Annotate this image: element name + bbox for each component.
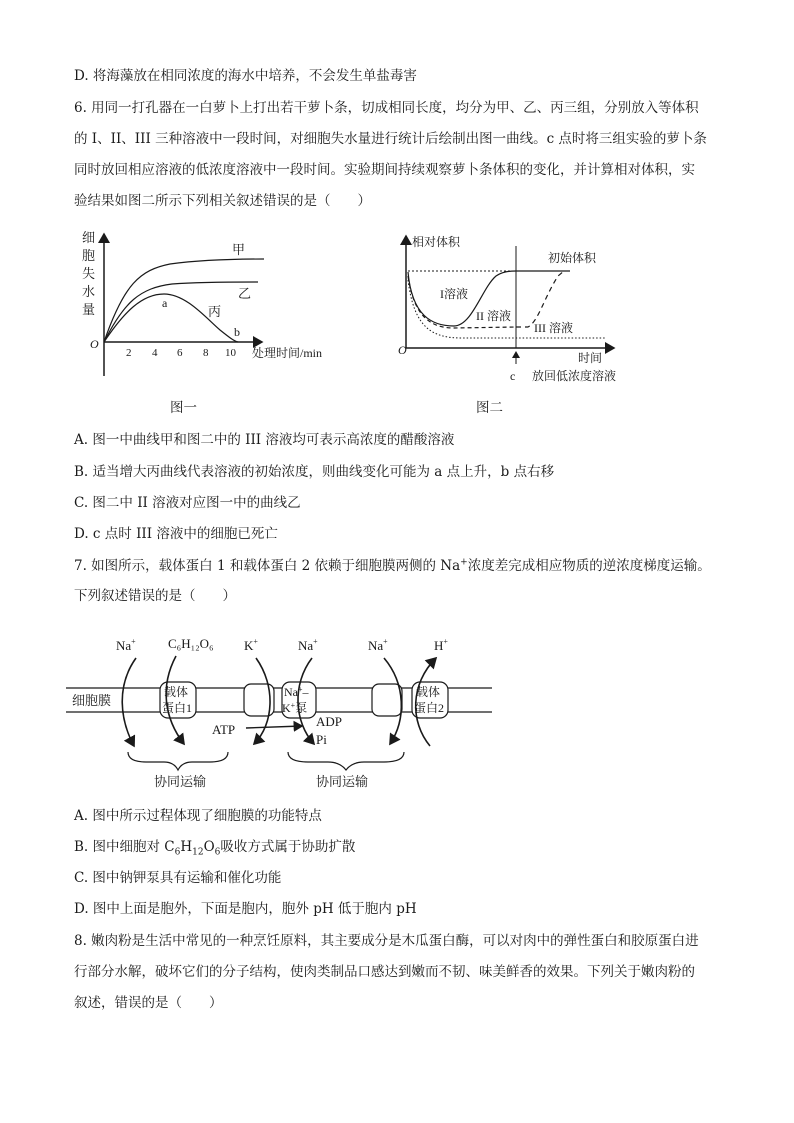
q7-stem-sup: + <box>460 557 468 568</box>
q8-stem-line-3: 叙述，错误的是（ ） <box>74 995 223 1011</box>
carrier2-label-1: 载体 <box>416 685 441 699</box>
q6-option-a: A. 图一中曲线甲和图二中的 III 溶液均可表示高浓度的醋酸溶液 <box>74 432 455 448</box>
figure-1-water-loss-chart <box>80 226 340 386</box>
fig1-caption: 图一 <box>170 400 197 416</box>
q6-option-b: B. 适当增大丙曲线代表溶液的初始浓度，则曲线变化可能为 a 点上升，b 点右移 <box>74 464 555 480</box>
ion-na-2: Na+ <box>298 637 318 653</box>
fig1-xtick-10: 10 <box>225 347 236 359</box>
fig1-ylabel-char-5: 量 <box>82 302 96 317</box>
q7-option-b-sub-3: 6 <box>214 847 221 858</box>
pump-label-k: K+泵 <box>282 701 308 715</box>
fig1-xlabel: 处理时间/min <box>252 346 323 360</box>
fig2-origin: O <box>398 343 407 357</box>
q5-option-d: D. 将海藻放在相同浓度的海水中培养，不会发生单盐毒害 <box>74 68 417 84</box>
carrier1-label-2: 蛋白1 <box>162 701 193 715</box>
fig1-ylabel-char-4: 水 <box>82 284 96 299</box>
q6-option-c: C. 图二中 II 溶液对应图一中的曲线乙 <box>74 495 301 511</box>
q7-option-b-sub-2: 12 <box>192 847 204 858</box>
q7-option-b-h: H <box>180 839 193 855</box>
fig1-origin: O <box>90 337 99 351</box>
figure-2-relative-volume-chart <box>392 226 632 392</box>
fig2-curve-solution-2-recover <box>516 271 564 327</box>
fig1-label-yi: 乙 <box>238 286 252 301</box>
fig2-label-solution-2: II 溶液 <box>476 309 511 323</box>
fig2-c-label: 放回低浓度溶液 <box>532 369 617 383</box>
fig1-label-b: b <box>234 325 240 339</box>
cotransport-brace-1 <box>128 752 228 770</box>
cotransport-label-2: 协同运输 <box>316 774 369 789</box>
arrow-na-in-carrier1 <box>122 658 136 746</box>
q7-option-b <box>74 837 355 857</box>
pump-label-na: Na+– <box>284 685 309 699</box>
fig2-label-solution-3: III 溶液 <box>534 321 573 335</box>
fig2-ylabel: 相对体积 <box>412 235 461 249</box>
cotransport-brace-2 <box>288 752 404 770</box>
fig1-xtick-2: 2 <box>126 347 132 359</box>
q7-option-a: A. 图中所示过程体现了细胞膜的功能特点 <box>74 808 322 824</box>
fig2-caption: 图二 <box>476 400 503 416</box>
fig1-ylabel-char-1: 细 <box>82 230 96 245</box>
q7-option-b-sub-1: 6 <box>174 847 181 858</box>
carrier2-label-2: 蛋白2 <box>414 701 445 715</box>
q8-stem-line-1: 8. 嫩肉粉是生活中常见的一种烹饪原料，其主要成分是木瓜蛋白酶，可以对肉中的弹性蛋白和胶原蛋白进 <box>74 933 699 949</box>
fig2-xlabel: 时间 <box>578 351 603 365</box>
ion-k: K+ <box>244 637 258 653</box>
fig1-label-a: a <box>162 296 168 310</box>
q7-option-b-pre: B. 图中细胞对 C <box>74 839 175 855</box>
q6-option-d: D. c 点时 III 溶液中的细胞已死亡 <box>74 526 278 542</box>
q6-stem-line-3: 同时放回相应溶液的低浓度溶液中一段时间。实验期间持续观察萝卜条体积的变化，并计算相对体积，实 <box>74 162 695 178</box>
fig1-xtick-8: 8 <box>203 347 209 359</box>
carrier1-label-1: 载体 <box>164 685 189 699</box>
fig1-ylabel-char-2: 胞 <box>82 248 96 263</box>
q8-stem-line-2: 行部分水解，破坏它们的分子结构，使肉类制品口感达到嫩而不韧、味美鲜香的效果。下列关于嫩肉粉的 <box>74 964 695 980</box>
fig2-c-point: c <box>510 369 516 383</box>
fig1-xtick-4: 4 <box>152 347 158 359</box>
ion-na-1: Na+ <box>116 637 136 653</box>
fig1-label-jia: 甲 <box>232 242 246 257</box>
q6-stem-line-2: 的 I、II、III 三种溶液中一段时间，对细胞失水量进行统计后绘制出图一曲线。c 点时将三组实验的萝卜条 <box>74 131 707 147</box>
q7-option-c: C. 图中钠钾泵具有运输和催化功能 <box>74 870 282 886</box>
figure-3-membrane-transport-diagram <box>66 628 506 796</box>
fig2-initial-volume-label: 初始体积 <box>548 251 597 265</box>
q6-stem-line-1: 6. 用同一打孔器在一白萝卜上打出若干萝卜条，切成相同长度，均分为甲、乙、丙三组，分别放入等体积 <box>74 100 699 116</box>
ion-na-3: Na+ <box>368 637 388 653</box>
fig1-xtick-6: 6 <box>177 347 183 359</box>
q7-option-b-post: 吸收方式属于协助扩散 <box>220 839 356 855</box>
membrane-channel-3 <box>372 684 402 716</box>
q6-stem-line-4: 验结果如图二所示下列相关叙述错误的是（ ） <box>74 193 371 209</box>
ion-glucose: C₆H₁₂O₆ <box>168 636 214 651</box>
fig1-ylabel-char-3: 失 <box>82 266 96 281</box>
adp-label: ADP <box>316 714 343 729</box>
q7-stem-line-2: 下列叙述错误的是（ ） <box>74 588 236 604</box>
q7-option-d: D. 图中上面是胞外，下面是胞内，胞外 pH 低于胞内 pH <box>74 901 417 917</box>
membrane-label: 细胞膜 <box>72 693 112 708</box>
pi-label: Pi <box>316 732 327 747</box>
q7-option-b-o: O <box>203 839 215 855</box>
ion-h: H+ <box>434 637 448 653</box>
q7-stem-part-1: 7. 如图所示，载体蛋白 1 和载体蛋白 2 依赖于细胞膜两侧的 Na <box>74 558 461 574</box>
fig2-label-solution-1: I溶液 <box>440 287 468 301</box>
q7-stem-line-1 <box>74 556 711 576</box>
atp-label: ATP <box>212 722 236 737</box>
q7-stem-part-2: 浓度差完成相应物质的逆浓度梯度运输。 <box>467 558 711 574</box>
atp-arrow <box>246 726 302 728</box>
fig1-label-bing: 丙 <box>208 304 222 319</box>
cotransport-label-1: 协同运输 <box>154 774 207 789</box>
